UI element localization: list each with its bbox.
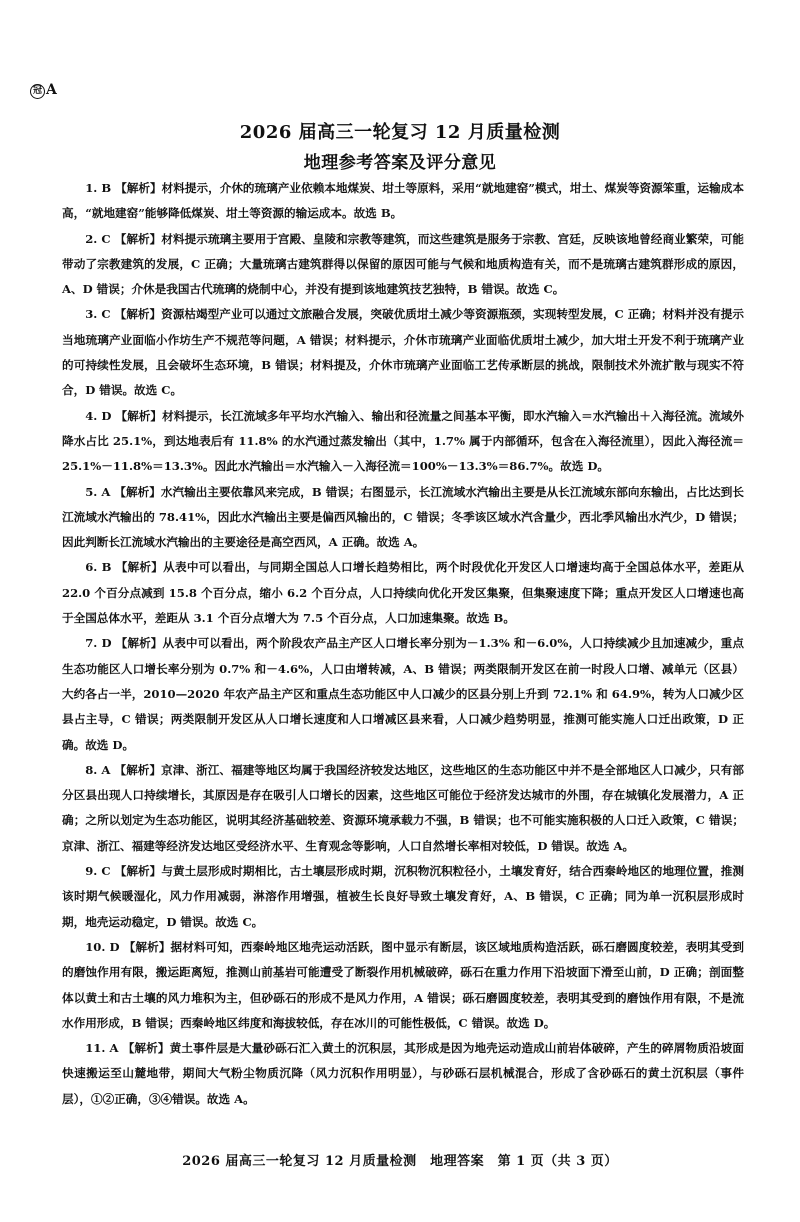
page-subtitle: 地理参考答案及评分意见 <box>303 153 497 173</box>
answer-list <box>62 176 744 1112</box>
answer-item-7: 7. D 【解析】从表中可以看出，两个阶段农产品主产区人口增长率分别为－1.3% 和－6.0%，人口持续减少且加速减少，重点生态功能区人口增长率分别为 0.7% 和－4.6%，人口由增转减，A、B 错误；两类限制开发区在前一时段人口增、减单元（区县）大约各占一半，2010—2020 年农产品主产区和重点生态功能区中人口减少的区县分别上升到 72.1% 和 64.9%，转为人口减少区县占主导，C 错误；两类限制开发区从人口增长速度和人口增减区县来看，人口减少趋势明显，推测可能实施人口迁出政策，D 正确。故选 D。 <box>62 636 744 752</box>
page-footer: 2026 届高三一轮复习 12 月质量检测 地理答案 第 1 页（共 3 页） <box>182 1154 618 1169</box>
answer-item-2: 2. C 【解析】材料提示琉璃主要用于宫殿、皇陵和宗教等建筑，而这些建筑是服务于宗教、宫廷，反映该地曾经商业繁荣，可能带动了宗教建筑的发展，C 正确；大量琉璃古建筑群得以保留的原因可能与气候和地质构造有关，而不是琉璃古建筑群形成的原因，A、D 错误；介休是我国古代琉璃的烧制中心，并没有提到该地建筑技艺独特，B 错误。故选 C。 <box>62 231 744 297</box>
edition-badge-letter: A <box>46 82 57 98</box>
answer-item-6: 6. B 【解析】从表中可以看出，与同期全国总人口增长趋势相比，两个时段优化开发区人口增速均高于全国总体水平，差距从 22.0 个百分点减到 15.8 个百分点，缩小 6.2 个百分点，人口持续向优化开发区集聚，但集聚速度下降；重点开发区人口增速也高于全国总体水平，差距从 3.1 个百分点增大为 7.5 个百分点，人口加速集聚。故选 B。 <box>62 560 744 626</box>
answer-item-5: 5. A 【解析】水汽输出主要依靠风来完成，B 错误；右图显示，长江流域水汽输出主要是从长江流域东部向东输出，占比达到长江流域水汽输出的 78.41%，因此水汽输出主要是偏西风输出的，C 错误；冬季该区域水汽含量少，西北季风输出水汽少，D 错误；因此判断长江流域水汽输出的主要途径是高空西风，A 正确。故选 A。 <box>62 484 744 550</box>
answer-item-9: 9. C 【解析】与黄土层形成时期相比，古土壤层形成时期，沉积物沉积粒径小，土壤发育好，结合西秦岭地区的地理位置，推测该时期气候暖湿化，风力作用减弱，淋溶作用增强，植被生长良好导致土壤发育好，A、B 错误，C 正确；同为单一沉积层形成时期，地壳运动稳定，D 错误。故选 C。 <box>62 864 744 929</box>
edition-badge <box>30 82 57 99</box>
edition-badge-circle: 冠 <box>30 84 45 99</box>
page-title: 2026 届高三一轮复习 12 月质量检测 <box>239 122 561 143</box>
answer-item-4: 4. D 【解析】材料提示，长江流域多年平均水汽输入、输出和径流量之间基本平衡，即水汽输入＝水汽输出＋入海径流。流域外降水占比 25.1%，到达地表后有 11.8% 的水汽通过蒸发输出（其中，1.7% 属于内部循环，包含在入海径流里），因此入海径流＝25.1%－11.8%＝13.3%。因此水汽输出＝水汽输入－入海径流＝100%－13.3%＝86.7%。故选 D。 <box>62 408 744 474</box>
answer-item-10: 10. D 【解析】据材料可知，西秦岭地区地壳运动活跃，图中显示有断层，该区域地质构造活跃，砾石磨圆度较差，表明其受到的磨蚀作用有限，搬运距离短，推测山前基岩可能遭受了断裂作用机械破碎，砾石在重力作用下沿坡面下滑至山前，D 正确；剖面整体以黄土和古土壤的风力堆积为主，但砂砾石的形成不是风力作用，A 错误；砾石磨圆度较差，表明其受到的磨蚀作用有限，不是流水作用形成，B 错误；西秦岭地区纬度和海拔较低，存在冰川的可能性极低，C 错误。故选 D。 <box>62 939 744 1030</box>
answer-item-8: 8. A 【解析】京津、浙江、福建等地区均属于我国经济较发达地区，这些地区的生态功能区中并不是全部地区人口减少，只有部分区县出现人口持续增长，其原因是存在吸引人口增长的因素，这些地区可能位于经济发达城市的外围，存在城镇化发展潜力，A 正确；之所以划定为生态功能区，说明其经济基础较差、资源环境承载力不强，B 错误；也不可能实施积极的人口迁入政策，C 错误；京津、浙江、福建等经济发达地区受经济水平、生育观念等影响，人口自然增长率相对较低，D 错误。故选 A。 <box>62 762 744 853</box>
answer-item-1: 1. B 【解析】材料提示，介休的琉璃产业依赖本地煤炭、坩土等原料，采用“就地建窑”模式，坩土、煤炭等资源笨重，运输成本高，“就地建窑”能够降低煤炭、坩土等资源的输运成本。故选 B。 <box>62 181 744 221</box>
answer-item-3: 3. C 【解析】资源枯竭型产业可以通过文旅融合发展，突破优质坩土减少等资源瓶颈，实现转型发展，C 正确；材料并没有提示当地琉璃产业面临小作坊生产不规范等问题，A 错误；材料提示，介休市琉璃产业面临优质坩土减少，加大坩土开发不利于琉璃产业的可持续性发展，且会破坏生态环境，B 错误；材料提及，介休市琉璃产业面临工艺传承断层的挑战，限制技术外流扩散与现实不符合，D 错误。故选 C。 <box>62 307 744 398</box>
answer-item-11: 11. A 【解析】黄土事件层是大量砂砾石汇入黄土的沉积层，其形成是因为地壳运动造成山前岩体破碎，产生的碎屑物质沿坡面快速搬运至山麓地带，期间大气粉尘物质沉降（风力沉积作用明显），与砂砾石层机械混合，形成了含砂砾石的黄土沉积层（事件层），①②正确，③④错误。故选 A。 <box>62 1041 744 1106</box>
